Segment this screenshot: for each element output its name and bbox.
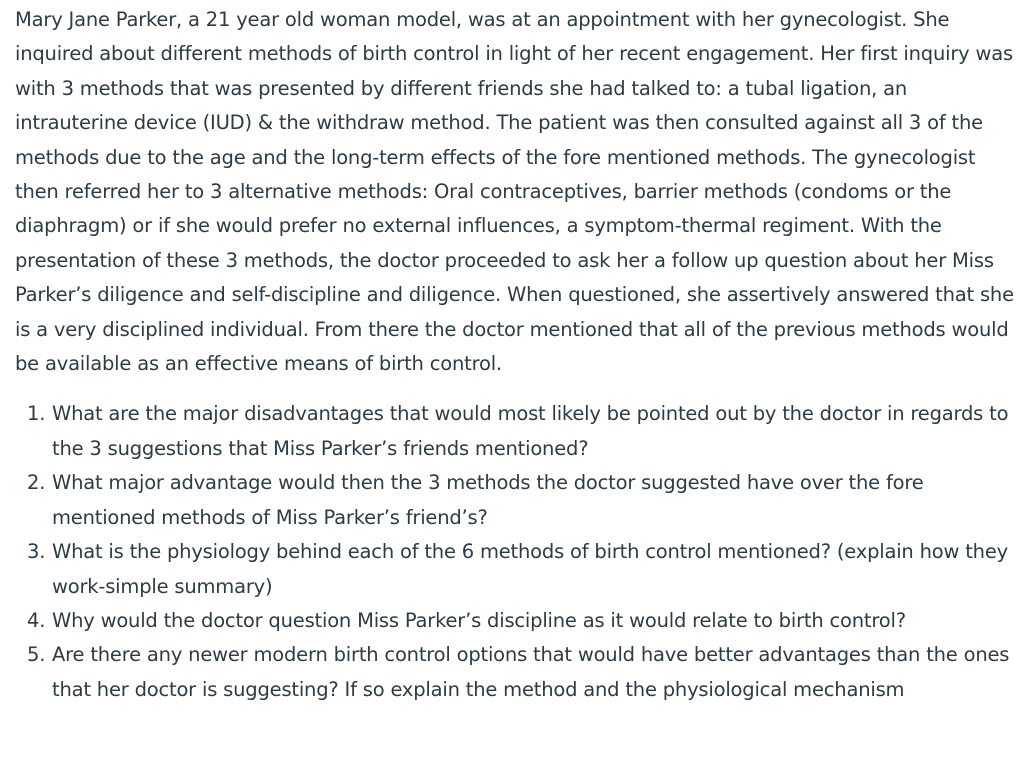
question-number: 4. [27,608,46,632]
question-item-1 [15,397,1019,466]
question-number: 5. [27,643,46,667]
question-text: Why would the doctor question Miss Parker’s discipline as it would relate to birth control? [52,608,906,632]
question-item-2 [15,466,1019,535]
question-item-3 [15,535,1019,604]
question-text: What are the major disadvantages that would most likely be pointed out by the doctor in regards to the 3 suggestions that Miss Parker’s friends mentioned? [52,402,1009,460]
question-number: 1. [27,402,46,426]
document-body [15,3,1019,707]
question-number: 3. [27,540,46,564]
case-study-paragraph: Mary Jane Parker, a 21 year old woman model, was at an appointment with her gynecologist. She inquired about different methods of birth control in light of her recent engagement. Her first inquiry was with 3 methods that was presented by different friends she had talked to: a tubal ligation, an intrauterine device (IUD) & the withdraw method. The patient was then consulted against all 3 of the methods due to the age and the long-term effects of the fore mentioned methods. The gynecologist then referred her to 3 alternative methods: Oral contraceptives, barrier methods (condoms or the diaphragm) or if she would prefer no external influences, a symptom-thermal regiment. With the presentation of these 3 methods, the doctor proceeded to ask her a follow up question about her Miss Parker’s diligence and self-discipline and diligence. When questioned, she assertively answered that she is a very disciplined individual. From there the doctor mentioned that all of the previous methods would be available as an effective means of birth control. [15,8,1014,376]
question-item-5 [15,638,1019,707]
question-text: Are there any newer modern birth control options that would have better advantages than the ones that her doctor is suggesting? If so explain the method and the physiological mechanism [52,643,1010,701]
question-text: What major advantage would then the 3 methods the doctor suggested have over the fore mentioned methods of Miss Parker’s friend’s? [52,471,924,529]
question-item-4 [15,604,1019,638]
question-text: What is the physiology behind each of the 6 methods of birth control mentioned? (explain how they work-simple summary) [52,540,1008,598]
question-number: 2. [27,471,46,495]
question-list [15,397,1019,707]
